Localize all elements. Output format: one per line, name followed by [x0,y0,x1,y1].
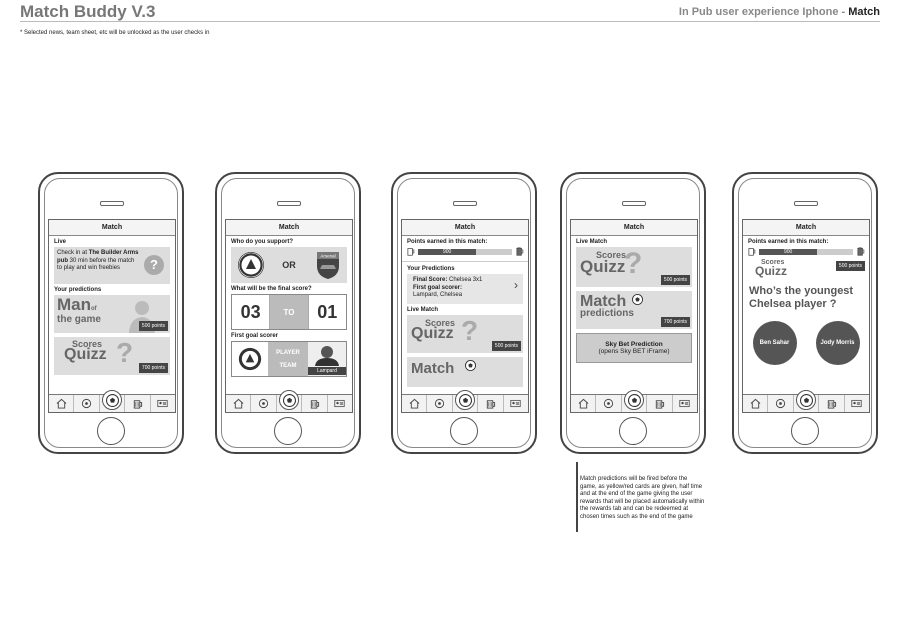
tab-profile[interactable] [151,395,175,412]
football-icon [102,390,122,410]
checkin-text-2: 30 min before the match to play and win freebies [57,257,135,271]
home-button[interactable] [791,417,819,445]
home-score[interactable]: 03 [232,295,270,329]
tab-rewards[interactable] [302,395,327,412]
quiz-question-mark: ? [624,247,643,280]
beer-icon [132,398,143,409]
speaker [277,201,301,206]
motg-man: Man [57,295,91,314]
scorer-team[interactable] [232,342,268,376]
page-title: Match Buddy V.3 [20,2,156,21]
quiz-points: 700 points [139,363,168,373]
predictions-label: Your predictions [54,287,102,293]
quiz-scores: Scores [425,318,456,328]
quiz-quizz: Quizz [411,325,454,343]
scores-quiz-card[interactable] [407,315,523,353]
predictions-word: predictions [580,308,634,320]
score-label: What will be the final score? [231,286,312,292]
tab-rewards[interactable] [647,395,672,412]
speaker [794,201,818,206]
points-progress [747,247,865,256]
compass-icon [258,398,269,409]
points-fill: 900 [418,249,476,255]
screen-2 [225,219,353,413]
quiz-question-mark: ? [116,337,134,368]
quiz-points: 500 points [492,341,521,351]
screen-4 [570,219,698,413]
scorer-label: First goal scorer [231,333,279,339]
football-icon [624,390,644,410]
tab-match[interactable] [453,395,478,412]
answer-options [743,321,869,365]
tab-profile[interactable] [673,395,697,412]
match-predictions-card[interactable] [407,357,523,387]
points-label: Points earned in this match: [407,239,488,245]
checkin-text-1: Check in at [57,250,89,256]
your-predictions-label: Your Predictions [402,261,528,274]
header-note: * Selected news, team sheet, etc will be unlocked as the user checks in [20,30,210,36]
screen-title: Match [49,220,175,236]
quiz-question: Who’s the youngest Chelsea player ? [749,285,854,310]
quiz-scores: Scores [596,250,627,260]
live-match-label: Live Match [576,239,608,245]
home-button[interactable] [97,417,125,445]
chevron-right-icon: › [514,278,518,292]
beer-icon [309,398,320,409]
tab-profile[interactable] [328,395,352,412]
tab-compass[interactable] [427,395,452,412]
speaker [622,201,646,206]
player-toggle[interactable]: PLAYER [276,349,300,356]
tab-home[interactable] [402,395,427,412]
screen-title: Match [743,220,869,236]
live-match-label: Live Match [407,307,439,313]
beer-icon [826,398,837,409]
player-name: Lampard [308,367,346,375]
match-word: Match [580,293,627,310]
quiz-scores: Scores [761,259,785,266]
profile-card-icon [334,398,345,409]
football-icon [632,294,643,305]
points-progress [406,247,524,256]
annotation-text: Match predictions will be fired before the game, as yellow/red cards are given, half time and at the end of the game giving the user rewards that will be placed automatically within the rewards tab and can be redeemed at chosen times such as the end of the game [580,476,705,520]
final-score-value: Chelsea 3x1 [447,277,483,283]
profile-card-icon [851,398,862,409]
phone-5 [732,172,878,454]
tab-match[interactable] [277,395,302,412]
profile-card-icon [510,398,521,409]
quiz-header [743,259,869,285]
tab-home[interactable] [226,395,251,412]
team-toggle[interactable]: TEAM [279,362,297,369]
live-label: Live [54,239,67,245]
motg-the-game: the game [57,314,101,325]
quiz-logo [755,260,787,277]
football-icon [455,390,475,410]
scores-quiz-card[interactable] [576,247,692,287]
first-goal-value: Lampard, Chelsea [413,292,463,298]
tab-match[interactable] [794,395,819,412]
quiz-quizz: Quizz [64,346,107,364]
tab-bar [743,394,869,412]
skybet-sub: (opens Sky BET iFrame) [598,348,670,355]
match-partial: Match [411,360,455,377]
compass-icon [603,398,614,409]
tab-profile[interactable] [504,395,528,412]
speaker [453,201,477,206]
points-track [418,249,512,255]
home-button[interactable] [274,417,302,445]
tab-compass[interactable] [74,395,99,412]
motg-points: 500 points [139,321,168,331]
scores-quiz-card[interactable] [54,337,170,375]
empty-glass-icon [747,247,756,256]
points-fill: 900 [759,249,817,255]
quiz-scores: Scores [72,339,103,349]
predictions-summary[interactable] [407,274,523,304]
home-icon [409,398,420,409]
motg-logo [57,297,101,324]
compass-icon [434,398,445,409]
away-score[interactable]: 01 [308,295,346,329]
player-avatar-icon [313,344,341,366]
football-icon [465,360,476,371]
final-score-row [413,277,519,285]
phone-4 [560,172,706,454]
team-choice [231,247,347,283]
points-label: Points earned in this match: [748,239,829,245]
profile-card-icon [679,398,690,409]
quiz-points: 500 points [661,275,690,285]
beer-icon [485,398,496,409]
quiz-quizz: Quizz [580,257,626,277]
tab-bar [226,394,352,412]
first-goal-label: First goal scorer: [413,284,463,291]
compass-icon [81,398,92,409]
full-glass-icon [856,247,865,256]
phone-2 [215,172,361,454]
tab-rewards[interactable] [478,395,503,412]
football-icon [279,390,299,410]
question-icon: ? [144,255,164,275]
player-photo[interactable] [308,342,346,376]
score-to: TO [270,295,307,329]
tab-match[interactable] [100,395,125,412]
player-team-toggle[interactable] [268,342,308,376]
speaker [100,201,124,206]
screen-5 [742,219,870,413]
screen-1 [48,219,176,413]
man-of-the-game-card[interactable] [54,295,170,333]
screen-3 [401,219,529,413]
subtitle-bold: Match [848,6,880,18]
phone-3 [391,172,537,454]
arsenal-crest-icon[interactable] [315,250,341,280]
subtitle-prefix: In Pub user experience Iphone - [678,6,849,18]
scorer-picker [231,341,347,377]
home-icon [750,398,761,409]
answer-1-button[interactable]: Ben Sahar [753,321,797,365]
quiz-question-mark: ? [461,315,479,346]
match-predictions-card[interactable] [576,291,692,329]
tab-home[interactable] [571,395,596,412]
screen-title: Match [226,220,352,236]
tab-compass[interactable] [596,395,621,412]
empty-glass-icon [406,247,415,256]
quiz-points: 500 points [836,261,865,271]
header-divider [20,21,880,22]
support-label: Who do you support? [231,239,293,245]
tab-bar [571,394,697,412]
tab-home[interactable] [743,395,768,412]
tab-profile[interactable] [845,395,869,412]
profile-card-icon [157,398,168,409]
checkin-pub: The Builder Arms pub [57,250,139,264]
tab-rewards[interactable] [125,395,150,412]
home-icon [578,398,589,409]
match-logo [580,295,634,318]
quiz-logo [411,319,455,341]
score-picker [231,294,347,330]
tab-rewards[interactable] [819,395,844,412]
or-label: OR [282,260,296,270]
quiz-quizz: Quizz [755,264,787,279]
quiz-logo [580,250,627,277]
home-button[interactable] [619,417,647,445]
beer-icon [654,398,665,409]
football-icon [796,390,816,410]
annotation-line [576,462,578,532]
motg-of: of [91,306,97,312]
checkin-card[interactable] [54,247,170,284]
tab-bar [402,394,528,412]
tab-compass[interactable] [768,395,793,412]
screen-title: Match [402,220,528,236]
arsenal-label: Arsenal [320,253,336,259]
home-icon [233,398,244,409]
phone-1 [38,172,184,454]
points-track [759,249,853,255]
tab-compass[interactable] [251,395,276,412]
tab-bar [49,394,175,412]
tab-home[interactable] [49,395,74,412]
skybet-title: Sky Bet Prediction [605,341,663,348]
home-icon [56,398,67,409]
full-glass-icon [515,247,524,256]
answer-2-button[interactable]: Jody Morris [816,321,860,365]
screen-title: Match [571,220,697,236]
chelsea-crest-icon [238,347,262,371]
skybet-card[interactable] [576,333,692,363]
compass-icon [775,398,786,409]
page-subtitle [679,6,880,18]
final-score-label: Final Score: [413,277,448,283]
tab-match[interactable] [622,395,647,412]
match-points: 700 points [661,317,690,327]
home-button[interactable] [450,417,478,445]
quiz-logo [64,340,107,362]
